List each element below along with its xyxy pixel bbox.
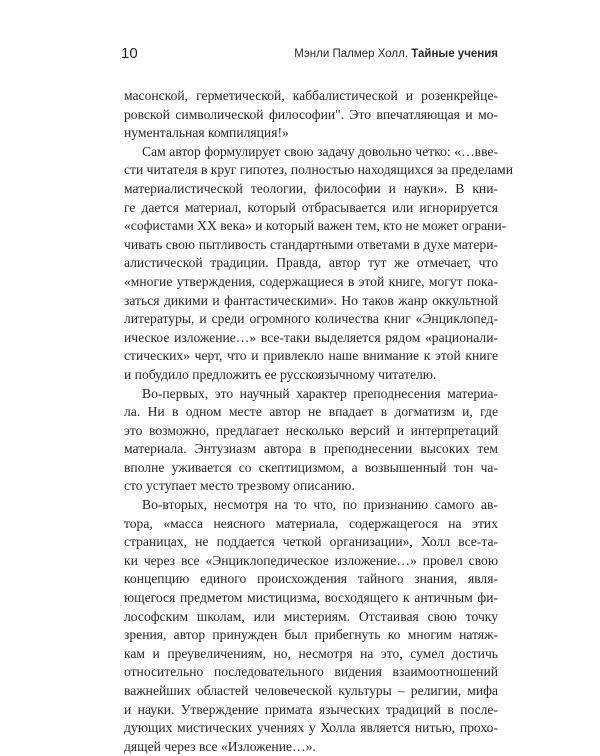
paragraph-1 <box>124 87 498 143</box>
text-line: ровской символической философии". Это впечатляющая и мо- <box>124 106 498 122</box>
text-line: дующих мистических учениях у Холла является нитью, прохо- <box>124 720 498 736</box>
text-line: материалистической теологии, философии и науки». В кни- <box>124 180 498 196</box>
text-line: ла. Ни в одном месте автор не впадает в догматизм и, где <box>124 404 498 420</box>
text-line: сто уступает место трезвому описанию. <box>124 478 355 494</box>
page-number: 10 <box>121 45 138 62</box>
text-line: вполне уживается со скептицизмом, а возвышенный тон ча- <box>124 459 498 475</box>
running-title <box>294 46 498 62</box>
text-line: тора, «масса неясного материала, содержащегося на этих <box>124 515 498 531</box>
running-book-title: Тайные учения <box>411 48 498 60</box>
text-line: «многие утверждения, содержащиеся в этой книге, могут пока- <box>124 273 498 289</box>
text-line: нументальная компиляция!» <box>124 125 289 141</box>
text-line: кам и преувеличениям, но, несмотря на это, сумел достичь <box>124 645 498 661</box>
text-line: заться дикими и фантастическими». Но таков жанр оккультной <box>124 292 498 308</box>
paragraph-2 <box>124 143 513 385</box>
paragraph-3 <box>124 385 498 497</box>
text-line: лософским школам, или мистериям. Отстаивая свою точку <box>124 608 498 624</box>
text-line: и побудило предложить ее русскоязычному читателю. <box>124 366 437 382</box>
text-line: важнейших областей человеческой культуры – религии, мифа <box>124 683 498 698</box>
text-line: это возможно, предлагает несколько версий и интерпретаций <box>124 422 498 438</box>
text-line: дящей через все «Изложение…». <box>124 738 316 754</box>
text-line: ющегося предметом мистицизма, восходящего к античным фи- <box>124 590 498 606</box>
text-line: материала. Энтузиазм автора в преподнесении высоких тем <box>124 441 498 457</box>
text-line: алистической традиции. Правда, автор тут же отмечает, что <box>124 255 498 271</box>
text-line: зрения, автор принужден был прибегнуть ко многим натяж- <box>124 627 498 643</box>
text-line: Во-вторых, несмотря на то что, по признанию самого ав- <box>142 497 498 513</box>
running-head <box>121 44 498 66</box>
text-line: «софистами XX века» и который важен тем, кто не может ограни- <box>124 218 507 234</box>
text-line: сти читателя в круг гипотез, полностью находящихся за пределами <box>124 162 513 178</box>
body-text <box>124 87 513 756</box>
text-line: относительно последовательного видения взаимоотношений <box>124 664 498 680</box>
text-line: Сам автор формулирует свою задачу довольно четко: «…вве- <box>142 143 498 159</box>
text-line: литературы, и среди огромного количества книг «Энциклопед- <box>124 311 498 327</box>
text-line: и науки. Утверждение примата языческих традиций в после- <box>124 701 498 717</box>
text-line: страницах, не поддается четкой организации», Холл все-та- <box>124 534 498 550</box>
text-line: стических» черт, что и привлекло наше внимание к этой книге <box>124 348 498 364</box>
text-line: концепцию единого происхождения тайного знания, явля- <box>124 571 498 587</box>
text-line: ическое изложение…» все-таки выделяется рядом «рационали- <box>124 329 498 345</box>
text-line: масонской, герметической, каббалистической и розенкрейце- <box>124 88 498 103</box>
text-line: ки через все «Энциклопедическое изложение…» провел свою <box>124 552 498 568</box>
text-line: Во-первых, это научный характер преподнесения материа- <box>142 385 498 401</box>
running-author: Мэнли Палмер Холл. <box>294 48 409 60</box>
text-line: чивать свою пытливость стандартными ответами в духе матери- <box>124 236 498 252</box>
text-line: ге дается материал, который отбрасывается или игнорируется <box>124 199 498 215</box>
paragraph-4 <box>124 496 498 756</box>
